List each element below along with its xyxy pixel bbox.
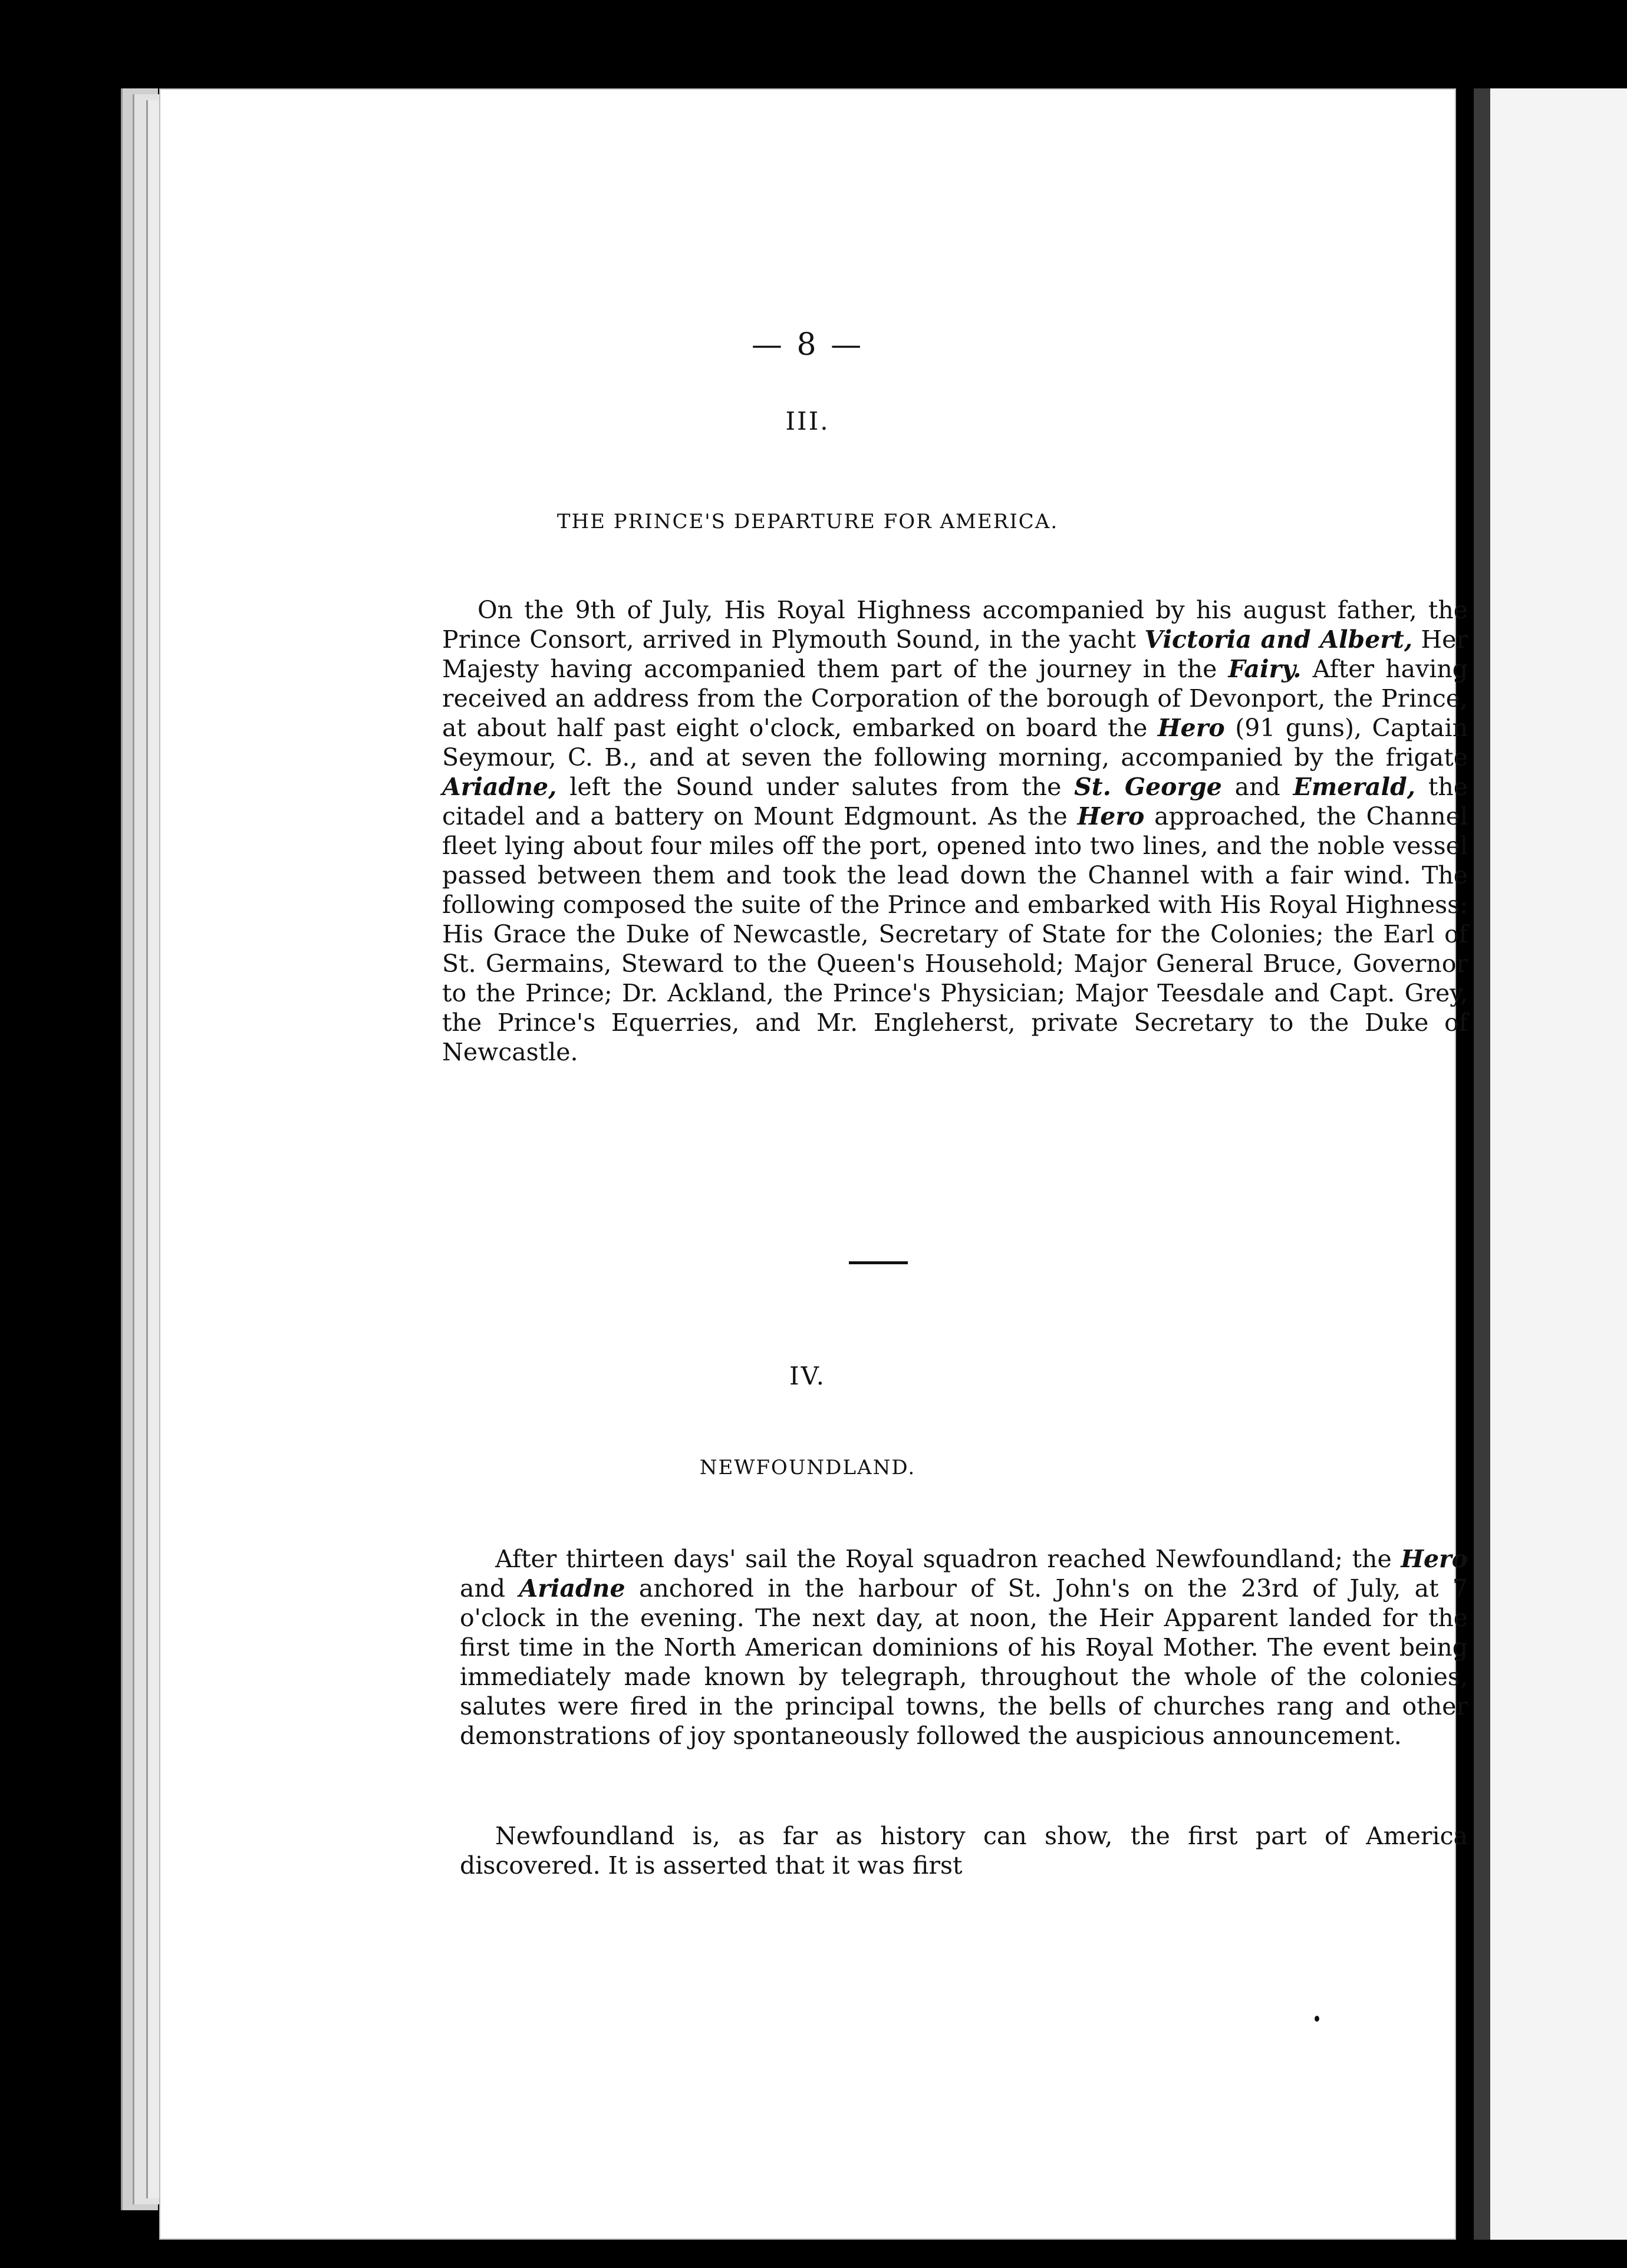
text-run: approached, the Channel fleet lying about four miles off the port, opened into two lines, and the noble vessel passed between them and took the lead down the Channel with a fair wind. The following composed the suite of the Prince and embarked with His Royal Highness: His Grace the Duke of Newcastle, Secretary of State for the Colonies; the Earl of St. Germains, Steward to the Queen's Household; Major General Bruce, Governor to the Prince; Dr. Ackland, the Prince's Physician; Major Teesdale and Capt. Grey, the Prince's Equerries, and Mr. Engleherst, private Secretary to the Duke of Newcastle. — [442, 802, 1468, 1066]
text-run: anchored in the harbour of St. John's on the 23rd of July, at 7 o'clock in the evening. The next day, at noon, the Heir Apparent landed for the first time in the North American dominions of his Royal Mother. The event being immediately made known by telegraph, throughout the whole of the colonies, salutes were fired in the principal towns, the bells of churches rang and other demonstrations of joy spontaneously followed the auspicious announcement. — [460, 1574, 1468, 1750]
section-3-paragraph — [442, 595, 1468, 1067]
italic-name: Victoria and Albert, — [1144, 625, 1413, 654]
text-run: the citadel and a battery on Mount Edgmount. As the — [442, 773, 1468, 830]
text-run: and — [1221, 773, 1293, 801]
section-4-number: IV. — [789, 1362, 826, 1390]
text-run: and — [460, 1574, 519, 1603]
text-run: On the 9th of July, His Royal Highness accompanied by his august father, the Prince Consort, arrived in Plymouth Sound, in the yacht — [442, 596, 1468, 654]
italic-name: St. George — [1074, 773, 1222, 801]
text-run: After having received an address from the Corporation of the borough of Devonport, the Prince, at about half past eight o'clock, embarked on board the — [442, 655, 1468, 742]
text-run: Newfoundland is, as far as history can show, the first part of America discovered. It is asserted that it was first — [460, 1822, 1468, 1880]
italic-name: Emerald, — [1293, 773, 1416, 801]
page-number: — 8 — — [751, 327, 864, 362]
section-3-heading: THE PRINCE'S DEPARTURE FOR AMERICA. — [556, 510, 1059, 533]
text-run: Her Majesty having accompanied them part of the journey in the — [442, 625, 1468, 683]
text-run: After thirteen days' sail the Royal squadron reached Newfoundland; the — [495, 1545, 1401, 1573]
section-divider — [849, 1261, 908, 1264]
italic-name: Hero — [1401, 1545, 1468, 1573]
section-4-heading: NEWFOUNDLAND. — [699, 1456, 916, 1479]
italic-name: Ariadne, — [442, 773, 557, 801]
section-4-paragraph-2 — [460, 1821, 1468, 1880]
section-4-paragraph-1 — [460, 1544, 1468, 1751]
italic-name: Ariadne — [519, 1574, 625, 1603]
section-3-number: III. — [785, 407, 830, 436]
italic-name: Hero — [1077, 802, 1145, 830]
ink-speck — [1315, 2016, 1319, 2022]
text-run: (91 guns), Captain Seymour, C. B., and at seven the following morning, accompanied by the frigate — [442, 714, 1468, 772]
text-run: left the Sound under salutes from the — [556, 773, 1075, 801]
italic-name: Hero — [1157, 714, 1225, 742]
facing-page-edge — [1474, 88, 1627, 2240]
book-page — [159, 88, 1468, 2240]
italic-name: Fairy. — [1228, 655, 1302, 683]
